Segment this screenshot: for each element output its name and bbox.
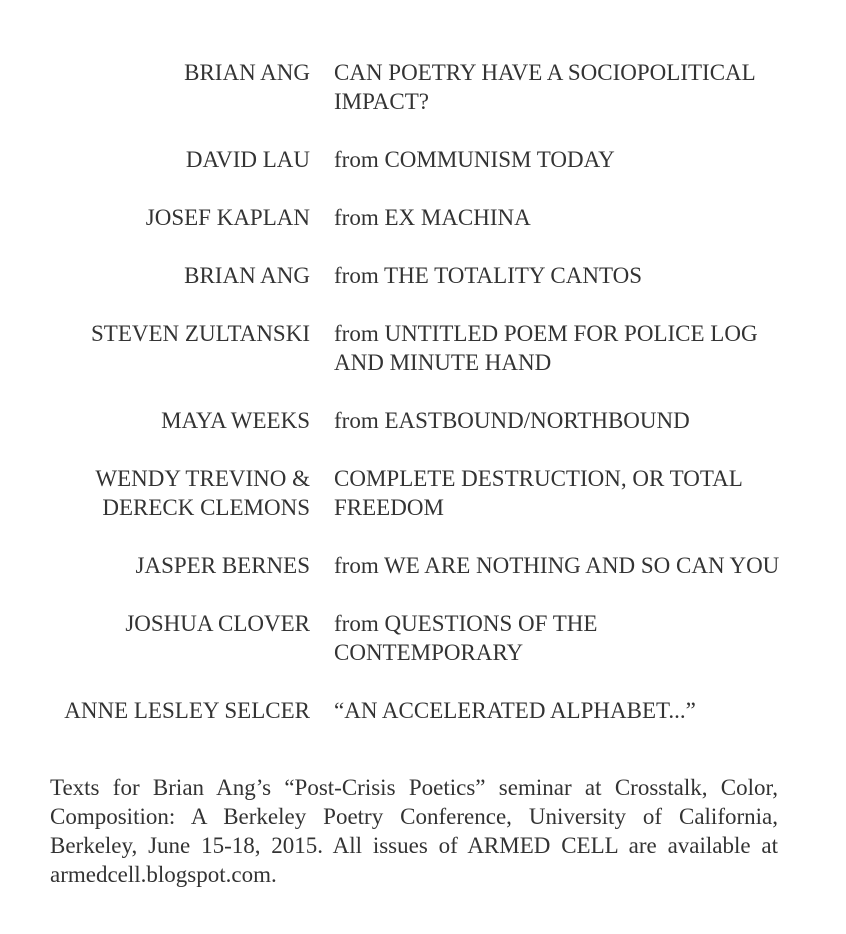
table-of-contents [0,58,846,754]
entry-title: from QUESTIONS OF THE CONTEMPORARY [334,611,598,665]
entry-title: from COMMUNISM TODAY [334,147,615,172]
entry-title: COMPLETE DESTRUCTION, OR TOTAL FREEDOM [334,466,742,520]
toc-entry [0,145,846,174]
toc-entry [0,203,846,232]
colophon-note: Texts for Brian Ang’s “Post-Crisis Poetics” seminar at Crosstalk, Color, Composition: A Berkeley Poetry Conference, University of California, Berkeley, June 15-18, 2015. All issues of ARMED CELL are available at armedcell.blogspot.com. [50,775,778,887]
entry-author: BRIAN ANG [184,263,310,288]
toc-entry [0,58,846,116]
entry-title: from EASTBOUND/NORTHBOUND [334,408,690,433]
entry-title: from THE TOTALITY CANTOS [334,263,643,288]
toc-entry [0,609,846,667]
entry-author: DAVID LAU [185,147,310,172]
entry-title: CAN POETRY HAVE A SOCIOPOLITICAL IMPACT? [334,60,755,114]
entry-author: JOSEF KAPLAN [145,205,310,230]
entry-author: ANNE LESLEY SELCER [64,698,310,723]
toc-entry [0,696,846,725]
toc-entry [0,261,846,290]
toc-entry [0,551,846,580]
entry-title: from WE ARE NOTHING AND SO CAN YOU [334,553,780,578]
entry-title: from UNTITLED POEM FOR POLICE LOG AND MINUTE HAND [334,321,758,375]
entry-author: JASPER BERNES [135,553,310,578]
entry-author: WENDY TREVINO & DERECK CLEMONS [95,466,310,520]
toc-entry [0,406,846,435]
entry-author: STEVEN ZULTANSKI [91,321,310,346]
entry-author: MAYA WEEKS [161,408,310,433]
entry-author: JOSHUA CLOVER [125,611,310,636]
toc-entry [0,319,846,377]
entry-author: BRIAN ANG [184,60,310,85]
entry-title: from EX MACHINA [334,205,531,230]
entry-title: “AN ACCELERATED ALPHABET...” [334,698,696,723]
toc-entry [0,464,846,522]
